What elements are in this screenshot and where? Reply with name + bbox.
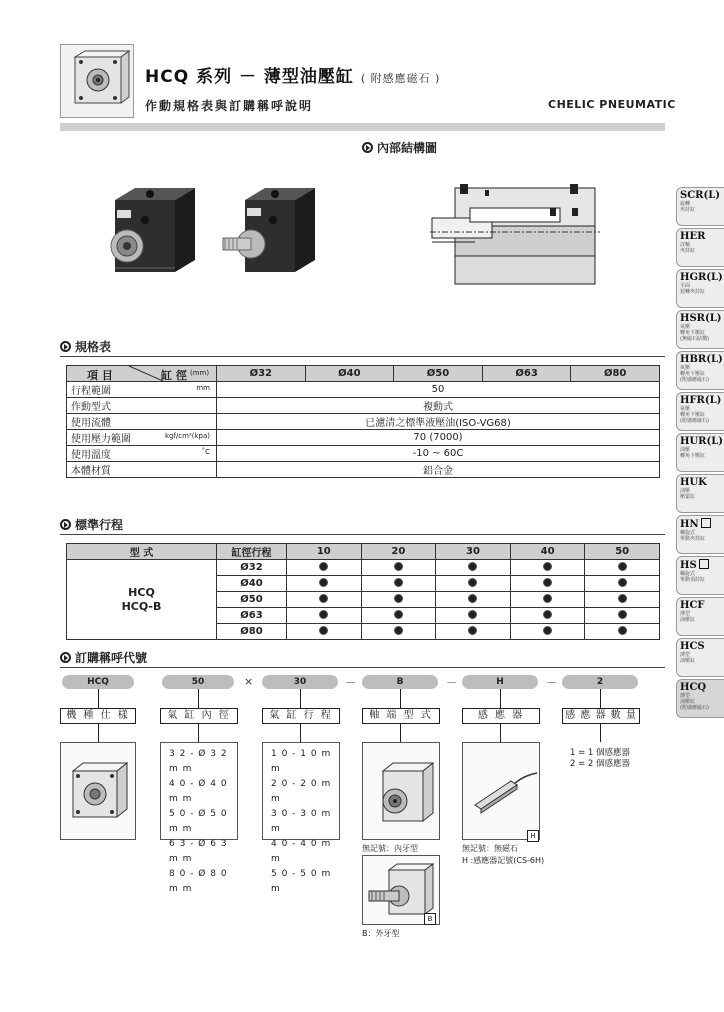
stroke-available-cell <box>287 560 362 576</box>
spec-bore-col: Ø32 <box>217 366 306 382</box>
bore-option: 4 0 - Ø 4 0 m m <box>169 779 228 804</box>
available-dot-icon <box>468 626 477 635</box>
stroke-available-cell <box>436 560 511 576</box>
label-shaft: 軸 端 型 式 <box>362 708 440 724</box>
spec-row <box>67 398 660 414</box>
side-tab-hcs[interactable] <box>676 638 724 677</box>
stroke-available-cell <box>287 624 362 640</box>
stroke-model-cell <box>67 560 217 640</box>
stroke-heading-text: 標準行程 <box>75 518 124 532</box>
stroke-option: 3 0 - 3 0 m m <box>271 809 332 834</box>
section-bullet-icon <box>60 519 71 530</box>
available-dot-icon <box>319 578 328 587</box>
stroke-options-list <box>262 742 340 894</box>
spec-unit-text: mm <box>196 384 210 392</box>
stroke-bore-cell: Ø50 <box>217 592 287 608</box>
connector-line <box>500 689 501 708</box>
side-tab-hbr[interactable] <box>676 351 724 390</box>
available-dot-icon <box>543 610 552 619</box>
section-bullet-icon <box>60 341 71 352</box>
code-stroke-pill: 30 <box>262 675 338 689</box>
side-tab-code: HFR(L) <box>680 395 722 406</box>
side-tab-nav <box>676 187 724 720</box>
label-bore: 氣 缸 內 徑 <box>160 708 238 724</box>
side-tab-desc: 螺旋式 <box>680 571 696 577</box>
stroke-table <box>66 543 660 640</box>
stroke-heading-rule <box>60 534 665 535</box>
spec-label-text: 本體材質 <box>71 466 111 477</box>
side-tab-desc: 單動頂持缸 <box>680 577 706 583</box>
stroke-available-cell <box>585 608 660 624</box>
side-tab-desc: 轉角下壓缸 <box>680 371 706 377</box>
spec-row <box>67 414 660 430</box>
side-tab-desc: 旋轉 <box>680 201 691 207</box>
spec-row-label <box>67 382 217 398</box>
connector-line <box>198 689 199 708</box>
separator-dash: － <box>546 676 557 689</box>
connector-line <box>500 724 501 742</box>
side-tab-code: HSR(L) <box>680 313 722 324</box>
bore-option: 8 0 - Ø 8 0 m m <box>169 869 228 894</box>
available-dot-icon <box>618 562 627 571</box>
stroke-available-cell <box>361 576 436 592</box>
side-tab-desc: 薄型 <box>680 693 691 699</box>
section-bullet-icon <box>362 142 373 153</box>
header-divider <box>60 123 665 131</box>
title-subnote: ( 附感應磁石 ) <box>360 72 441 85</box>
available-dot-icon <box>468 610 477 619</box>
spec-row-value: 50 <box>217 382 660 398</box>
connector-line <box>400 724 401 742</box>
stroke-available-cell <box>361 608 436 624</box>
side-tab-desc: 平面 <box>680 283 691 289</box>
side-tab-code: HCF <box>680 600 705 611</box>
code-sensor-pill: H <box>462 675 538 689</box>
side-tab-hcf[interactable] <box>676 597 724 636</box>
spec-header-row <box>67 366 660 382</box>
spec-heading-rule <box>60 356 665 357</box>
sensor-caption-h: H :感應器記號(CS-6H) <box>462 856 545 865</box>
side-tab-code: HUK <box>680 477 707 488</box>
stroke-col: 40 <box>510 544 585 560</box>
stroke-col: 30 <box>436 544 511 560</box>
qty-option: 2 = 2 個感應器 <box>570 759 631 769</box>
order-heading <box>60 649 147 666</box>
spec-label-text: 作動型式 <box>71 402 111 413</box>
brand-name: CHELIC PNEUMATIC <box>548 98 676 111</box>
side-tab-desc: (無磁石結構) <box>680 336 709 342</box>
available-dot-icon <box>543 578 552 587</box>
bore-options-list <box>160 742 238 894</box>
side-tab-desc: 夾持缸 <box>680 207 696 213</box>
side-tab-code: HN <box>680 519 699 530</box>
available-dot-icon <box>319 562 328 571</box>
available-dot-icon <box>543 594 552 603</box>
sensor-caption-none: 無記號：無磁石 <box>462 844 518 853</box>
structure-heading <box>362 139 437 156</box>
label-sensor-qty: 感 應 器 數 量 <box>562 708 640 724</box>
available-dot-icon <box>394 594 403 603</box>
available-dot-icon <box>618 578 627 587</box>
connector-line <box>600 689 601 708</box>
side-tab-desc: (附感應磁石) <box>680 377 709 383</box>
stroke-row <box>67 560 660 576</box>
stroke-option: 5 0 - 5 0 m m <box>271 869 332 894</box>
side-tab-desc: 夾持缸 <box>680 248 696 254</box>
available-dot-icon <box>394 562 403 571</box>
stroke-available-cell <box>287 576 362 592</box>
spec-row <box>67 462 660 478</box>
spec-corner-cell <box>67 366 217 382</box>
side-tab-desc: 轉角下壓缸 <box>680 453 706 459</box>
side-tab-code: HGR(L) <box>680 272 723 283</box>
separator-times: × <box>244 675 254 688</box>
side-tab-code: HCQ <box>680 682 707 693</box>
stroke-bore-cell: Ø80 <box>217 624 287 640</box>
side-tab-hgr[interactable] <box>676 269 724 308</box>
spec-row <box>67 430 660 446</box>
side-tab-desc: 油壓 <box>680 447 691 453</box>
side-tab-code: HER <box>680 231 706 242</box>
spec-label-text: 行程範圍 <box>71 386 111 397</box>
stroke-available-cell <box>585 624 660 640</box>
side-tab-huk[interactable] <box>676 474 724 513</box>
stroke-available-cell <box>436 608 511 624</box>
bore-option: 6 3 - Ø 6 3 m m <box>169 839 228 864</box>
spec-bore-col: Ø80 <box>571 366 660 382</box>
side-tab-code: HS <box>680 560 697 571</box>
side-tab-desc: 壓緊缸 <box>680 494 696 500</box>
spec-row-value: 鋁合金 <box>217 462 660 478</box>
product-photo-external-thread <box>215 180 325 280</box>
title-text: HCQ 系列 － 薄型油壓缸 <box>145 67 354 87</box>
side-tab-desc: 轉角下壓缸 <box>680 330 706 336</box>
available-dot-icon <box>394 626 403 635</box>
side-tab-desc: 汉軸 <box>680 242 691 248</box>
stroke-option: 2 0 - 2 0 m m <box>271 779 332 804</box>
stroke-bore-cell: Ø63 <box>217 608 287 624</box>
order-heading-rule <box>60 667 665 668</box>
sensor-tag-h: H <box>527 830 539 842</box>
page-subtitle: 作動規格表與訂購稱呼說明 <box>145 99 314 113</box>
separator-dash: － <box>345 676 356 689</box>
available-dot-icon <box>394 610 403 619</box>
stroke-bore-cell: Ø32 <box>217 560 287 576</box>
spec-header-bore: 缸 徑 <box>161 369 187 382</box>
side-tab-scr[interactable] <box>676 187 724 226</box>
placeholder-box-icon <box>701 518 711 528</box>
model-hcq: HCQ <box>128 585 155 599</box>
stroke-option: 1 0 - 1 0 m m <box>271 749 332 774</box>
side-tab-desc: (附感應磁石) <box>680 418 709 424</box>
label-model: 機 種 仕 樣 <box>60 708 136 724</box>
stroke-available-cell <box>585 560 660 576</box>
side-tab-hn[interactable] <box>676 515 724 554</box>
side-tab-hfr[interactable] <box>676 392 724 431</box>
stroke-available-cell <box>361 624 436 640</box>
side-tab-hsr[interactable] <box>676 310 724 349</box>
spec-row-label <box>67 446 217 462</box>
stroke-heading <box>60 516 123 533</box>
spec-row <box>67 382 660 398</box>
stroke-available-cell <box>287 608 362 624</box>
stroke-available-cell <box>361 560 436 576</box>
order-heading-text: 訂購稱呼代號 <box>75 651 148 665</box>
product-photo-internal-thread <box>95 180 205 280</box>
side-tab-desc: 油壓缸 <box>680 658 696 664</box>
spec-bore-col: Ø63 <box>482 366 571 382</box>
model-picture-box <box>60 742 136 840</box>
side-tab-desc: 氣壓 <box>680 365 691 371</box>
stroke-option: 4 0 - 4 0 m m <box>271 839 332 864</box>
connector-line <box>98 724 99 742</box>
available-dot-icon <box>468 562 477 571</box>
side-tab-desc: 轉角下壓缸 <box>680 412 706 418</box>
shaft-caption-external: B：外牙型 <box>362 929 400 938</box>
side-tab-desc: 薄型 <box>680 652 691 658</box>
spec-row-label <box>67 398 217 414</box>
label-sensor: 感 應 器 <box>462 708 540 724</box>
bore-option: 5 0 - Ø 5 0 m m <box>169 809 228 834</box>
side-tab-code: HUR(L) <box>680 436 723 447</box>
stroke-available-cell <box>510 576 585 592</box>
available-dot-icon <box>319 610 328 619</box>
connector-line <box>400 689 401 708</box>
connector-line <box>98 689 99 708</box>
spec-heading <box>60 338 111 355</box>
bore-option: 3 2 - Ø 3 2 m m <box>169 749 228 774</box>
connector-line <box>600 724 601 742</box>
section-bullet-icon <box>60 652 71 663</box>
available-dot-icon <box>319 594 328 603</box>
stroke-available-cell <box>361 592 436 608</box>
spec-unit-text: kgf/cm²(kpa) <box>164 432 210 440</box>
side-tab-hs[interactable] <box>676 556 724 595</box>
product-thumbnail <box>60 44 134 118</box>
qty-option: 1 = 1 個感應器 <box>570 748 631 758</box>
side-tab-hcq[interactable] <box>676 679 724 718</box>
side-tab-hur[interactable] <box>676 433 724 472</box>
available-dot-icon <box>543 562 552 571</box>
stroke-available-cell <box>585 592 660 608</box>
side-tab-code: HBR(L) <box>680 354 723 365</box>
connector-line <box>198 724 199 742</box>
spec-row-label <box>67 414 217 430</box>
spec-row-value: -10 ~ 60C <box>217 446 660 462</box>
stroke-available-cell <box>436 592 511 608</box>
side-tab-desc: 油壓缸 <box>680 699 696 705</box>
spec-row-value: 複動式 <box>217 398 660 414</box>
spec-bore-col: Ø50 <box>394 366 483 382</box>
stroke-header-bore: 缸徑行程 <box>217 544 287 560</box>
stroke-available-cell <box>510 608 585 624</box>
stroke-header-row <box>67 544 660 560</box>
spec-row-value: 已濾清之標準液壓油(ISO-VG68) <box>217 414 660 430</box>
side-tab-desc: 氣壓 <box>680 324 691 330</box>
page-title <box>145 62 440 87</box>
connector-line <box>300 689 301 708</box>
spec-heading-text: 規格表 <box>75 340 112 354</box>
code-shaft-pill: B <box>362 675 438 689</box>
connector-line <box>300 724 301 742</box>
stroke-available-cell <box>510 592 585 608</box>
stroke-available-cell <box>436 576 511 592</box>
spec-row-label <box>67 430 217 446</box>
side-tab-desc: 螺旋式 <box>680 530 696 536</box>
spec-row-label <box>67 462 217 478</box>
side-tab-desc: 氣壓 <box>680 406 691 412</box>
available-dot-icon <box>618 626 627 635</box>
stroke-available-cell <box>287 592 362 608</box>
side-tab-code: HCS <box>680 641 705 652</box>
spec-unit-text: ˚C <box>201 448 210 456</box>
side-tab-desc: 油壓缸 <box>680 617 696 623</box>
spec-label-text: 使用壓力範圍 <box>71 434 131 445</box>
separator-dash: － <box>446 676 457 689</box>
spec-header-unit: (mm) <box>190 369 210 377</box>
stroke-available-cell <box>585 576 660 592</box>
sensor-picture <box>462 742 540 840</box>
side-tab-her[interactable] <box>676 228 724 267</box>
stroke-available-cell <box>436 624 511 640</box>
spec-row-value: 70 (7000) <box>217 430 660 446</box>
spec-header-item: 項 目 <box>87 369 113 382</box>
stroke-col: 10 <box>287 544 362 560</box>
available-dot-icon <box>468 594 477 603</box>
available-dot-icon <box>618 594 627 603</box>
code-qty-pill: 2 <box>562 675 638 689</box>
side-tab-desc: 迴轉夾持缸 <box>680 289 706 295</box>
available-dot-icon <box>394 578 403 587</box>
spec-row <box>67 446 660 462</box>
internal-structure-drawing <box>430 180 600 290</box>
label-stroke: 氣 缸 行 程 <box>262 708 340 724</box>
stroke-col: 20 <box>361 544 436 560</box>
stroke-col: 50 <box>585 544 660 560</box>
spec-label-text: 使用溫度 <box>71 450 111 461</box>
shaft-caption-internal: 無記號：內牙型 <box>362 844 418 853</box>
available-dot-icon <box>618 610 627 619</box>
available-dot-icon <box>319 626 328 635</box>
code-bore-pill: 50 <box>162 675 234 689</box>
code-model-pill: HCQ <box>62 675 134 689</box>
shaft-internal-picture <box>362 742 440 840</box>
stroke-bore-cell: Ø40 <box>217 576 287 592</box>
side-tab-desc: 單動夾持缸 <box>680 536 706 542</box>
spec-table <box>66 365 660 478</box>
side-tab-desc: 油壓 <box>680 488 691 494</box>
structure-heading-text: 內部結構圖 <box>377 141 438 155</box>
model-hcq-b: HCQ-B <box>121 599 162 613</box>
spec-bore-col: Ø40 <box>305 366 394 382</box>
spec-label-text: 使用流體 <box>71 418 111 429</box>
side-tab-code: SCR(L) <box>680 190 720 201</box>
side-tab-desc: (附感應磁石) <box>680 705 709 711</box>
available-dot-icon <box>543 626 552 635</box>
stroke-available-cell <box>510 624 585 640</box>
side-tab-desc: 薄型 <box>680 611 691 617</box>
available-dot-icon <box>468 578 477 587</box>
shaft-tag-b: B <box>424 913 436 925</box>
placeholder-box-icon <box>699 559 709 569</box>
stroke-available-cell <box>510 560 585 576</box>
stroke-header-model: 型 式 <box>67 544 217 560</box>
